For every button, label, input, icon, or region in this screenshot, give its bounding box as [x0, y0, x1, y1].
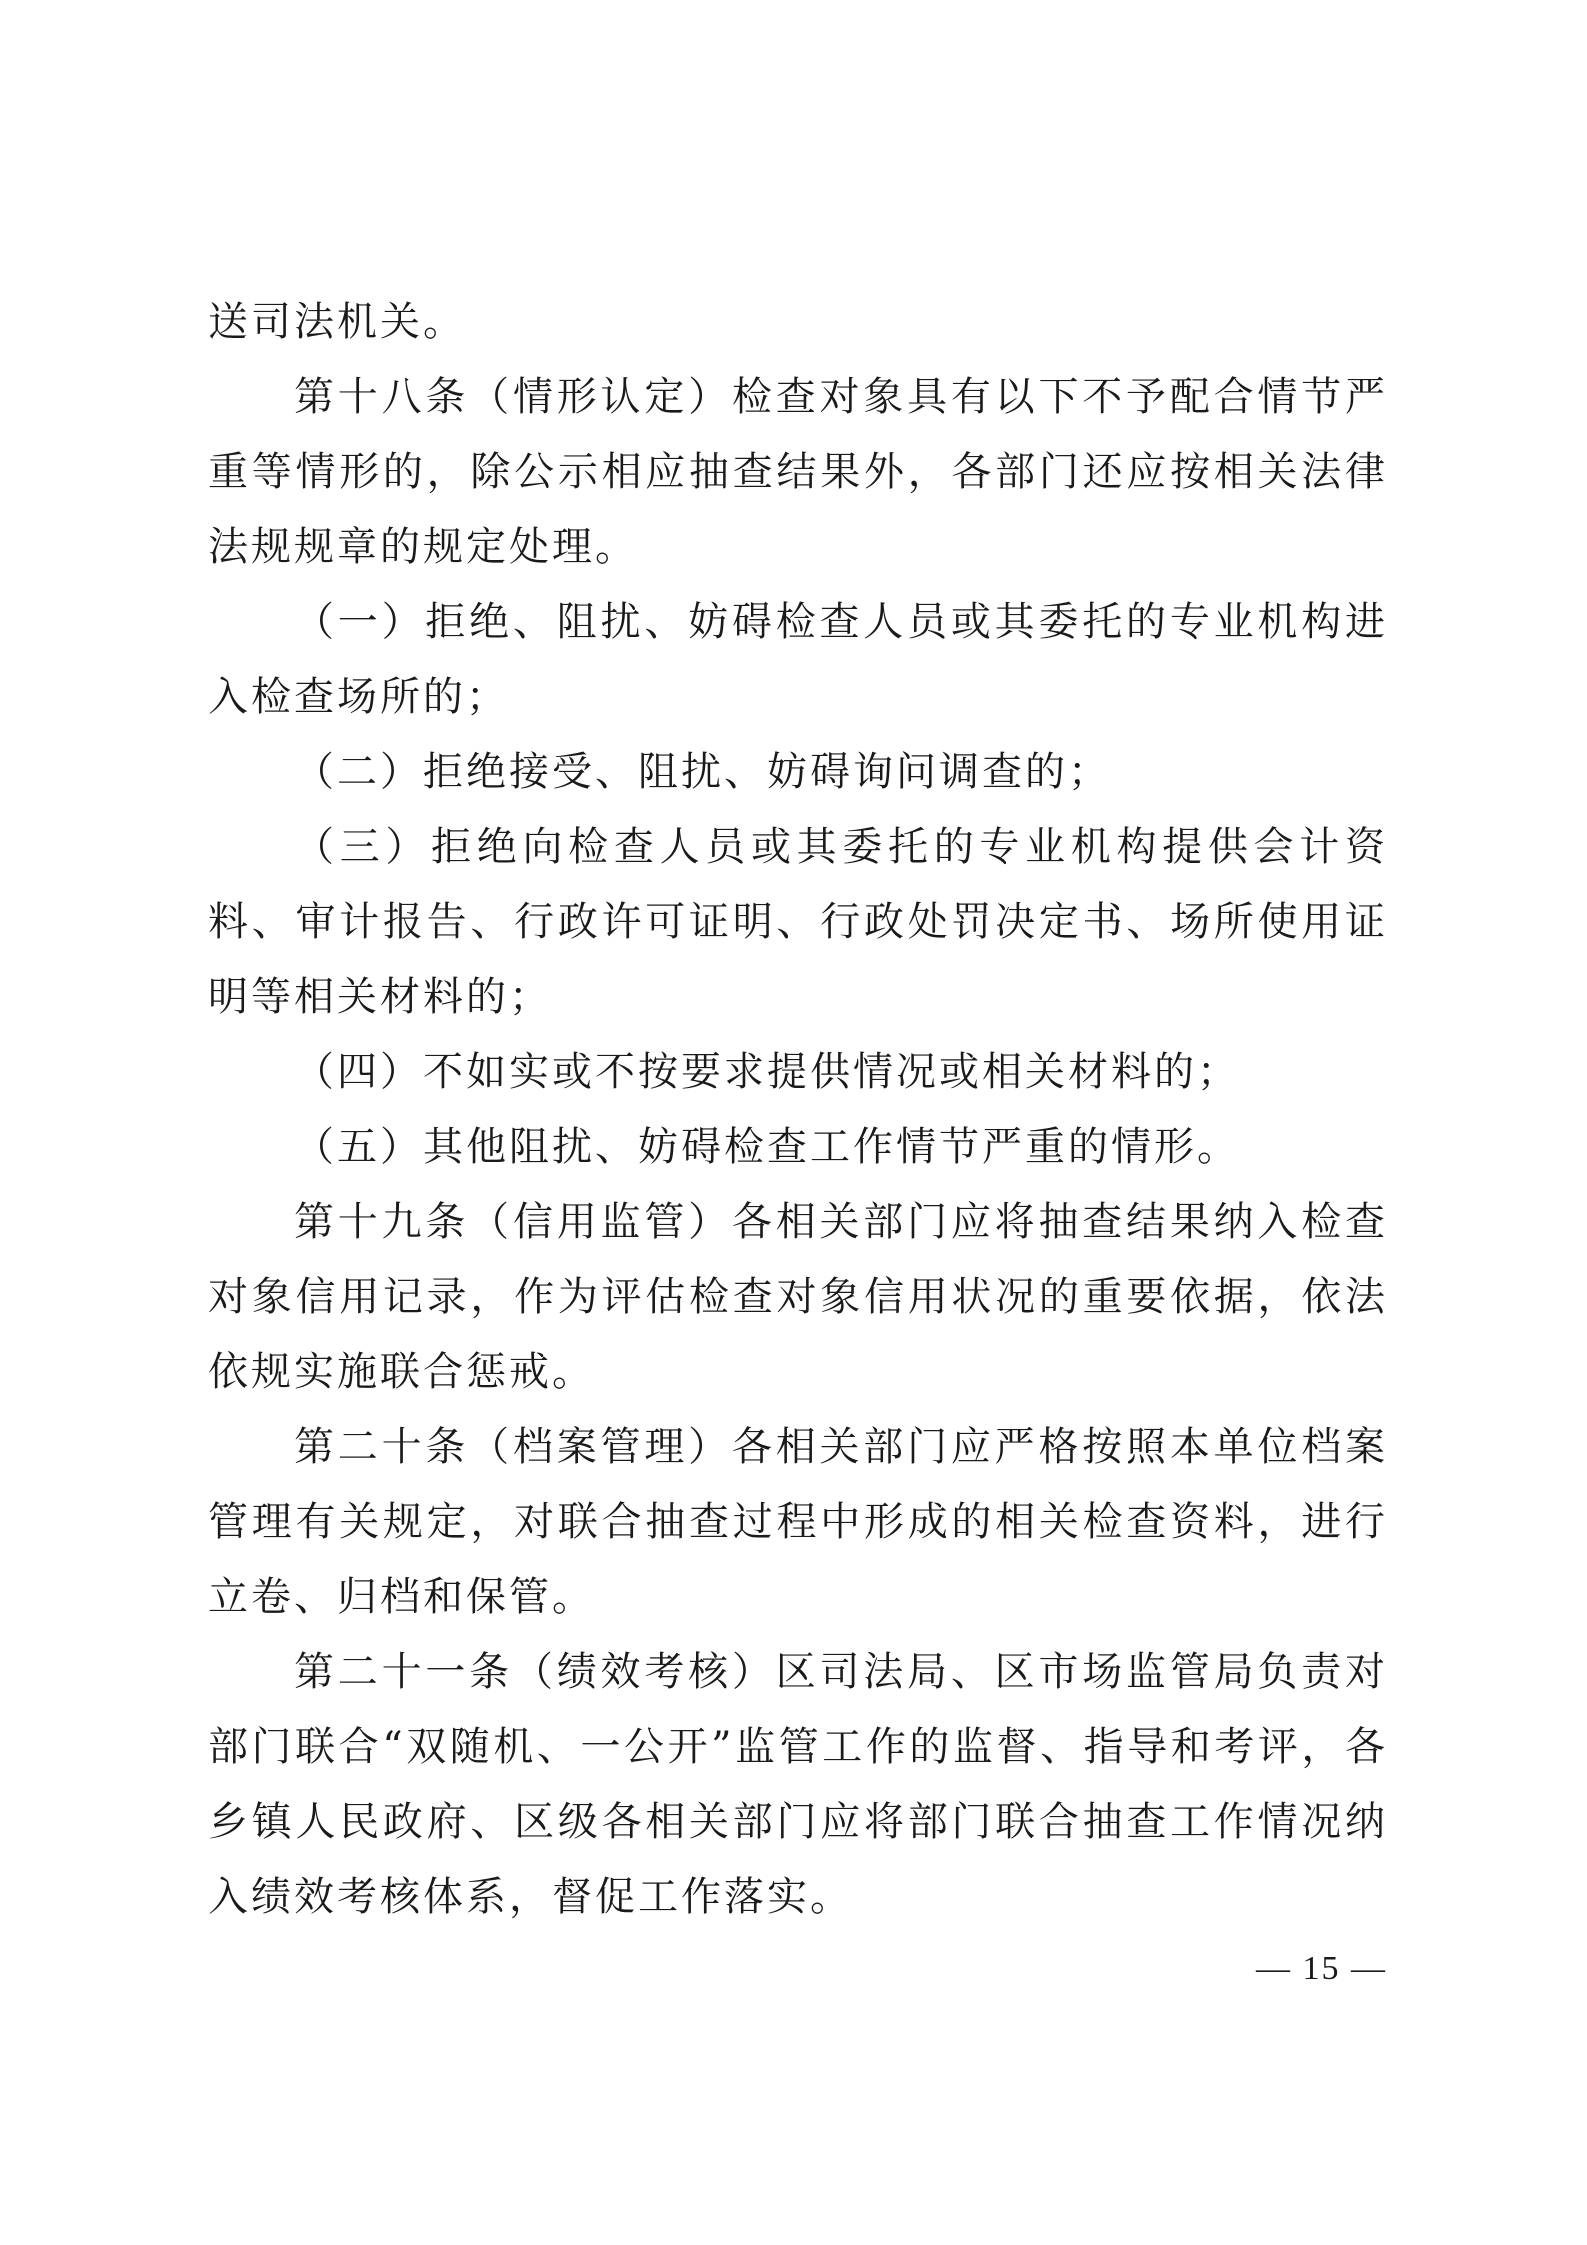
- paragraph-continuation: 送司法机关。: [208, 299, 466, 345]
- paragraph-article-18: 第十八条（情形认定）检查对象具有以下不予配合情节严重等情形的，除公示相应抽查结果外，各部门还应按相关法律法规规章的规定处理。: [208, 374, 1388, 570]
- paragraph-item-5: （五）其他阻扰、妨碍检查工作情节严重的情形。: [294, 1124, 1240, 1170]
- paragraph-article-21: 第二十一条（绩效考核）区司法局、区市场监管局负责对部门联合“双随机、一公开”监管工作的监督、指导和考评，各乡镇人民政府、区级各相关部门应将部门联合抽查工作情况纳入绩效考核体系，督促工作落实。: [208, 1649, 1388, 1920]
- document-body: [208, 285, 1388, 1935]
- paragraph-article-20: 第二十条（档案管理）各相关部门应严格按照本单位档案管理有关规定，对联合抽查过程中形成的相关检查资料，进行立卷、归档和保管。: [208, 1424, 1388, 1620]
- paragraph-item-2: （二）拒绝接受、阻扰、妨碍询问调查的；: [294, 749, 1111, 795]
- paragraph-item-4: （四）不如实或不按要求提供情况或相关材料的；: [294, 1049, 1240, 1095]
- paragraph-article-19: 第十九条（信用监管）各相关部门应将抽查结果纳入检查对象信用记录，作为评估检查对象信用状况的重要依据，依法依规实施联合惩戒。: [208, 1199, 1388, 1395]
- page-number: — 15 —: [1256, 1950, 1387, 1987]
- paragraph-item-3: （三）拒绝向检查人员或其委托的专业机构提供会计资料、审计报告、行政许可证明、行政处罚决定书、场所使用证明等相关材料的；: [208, 824, 1388, 1020]
- paragraph-item-1: （一）拒绝、阻扰、妨碍检查人员或其委托的专业机构进入检查场所的；: [208, 599, 1388, 720]
